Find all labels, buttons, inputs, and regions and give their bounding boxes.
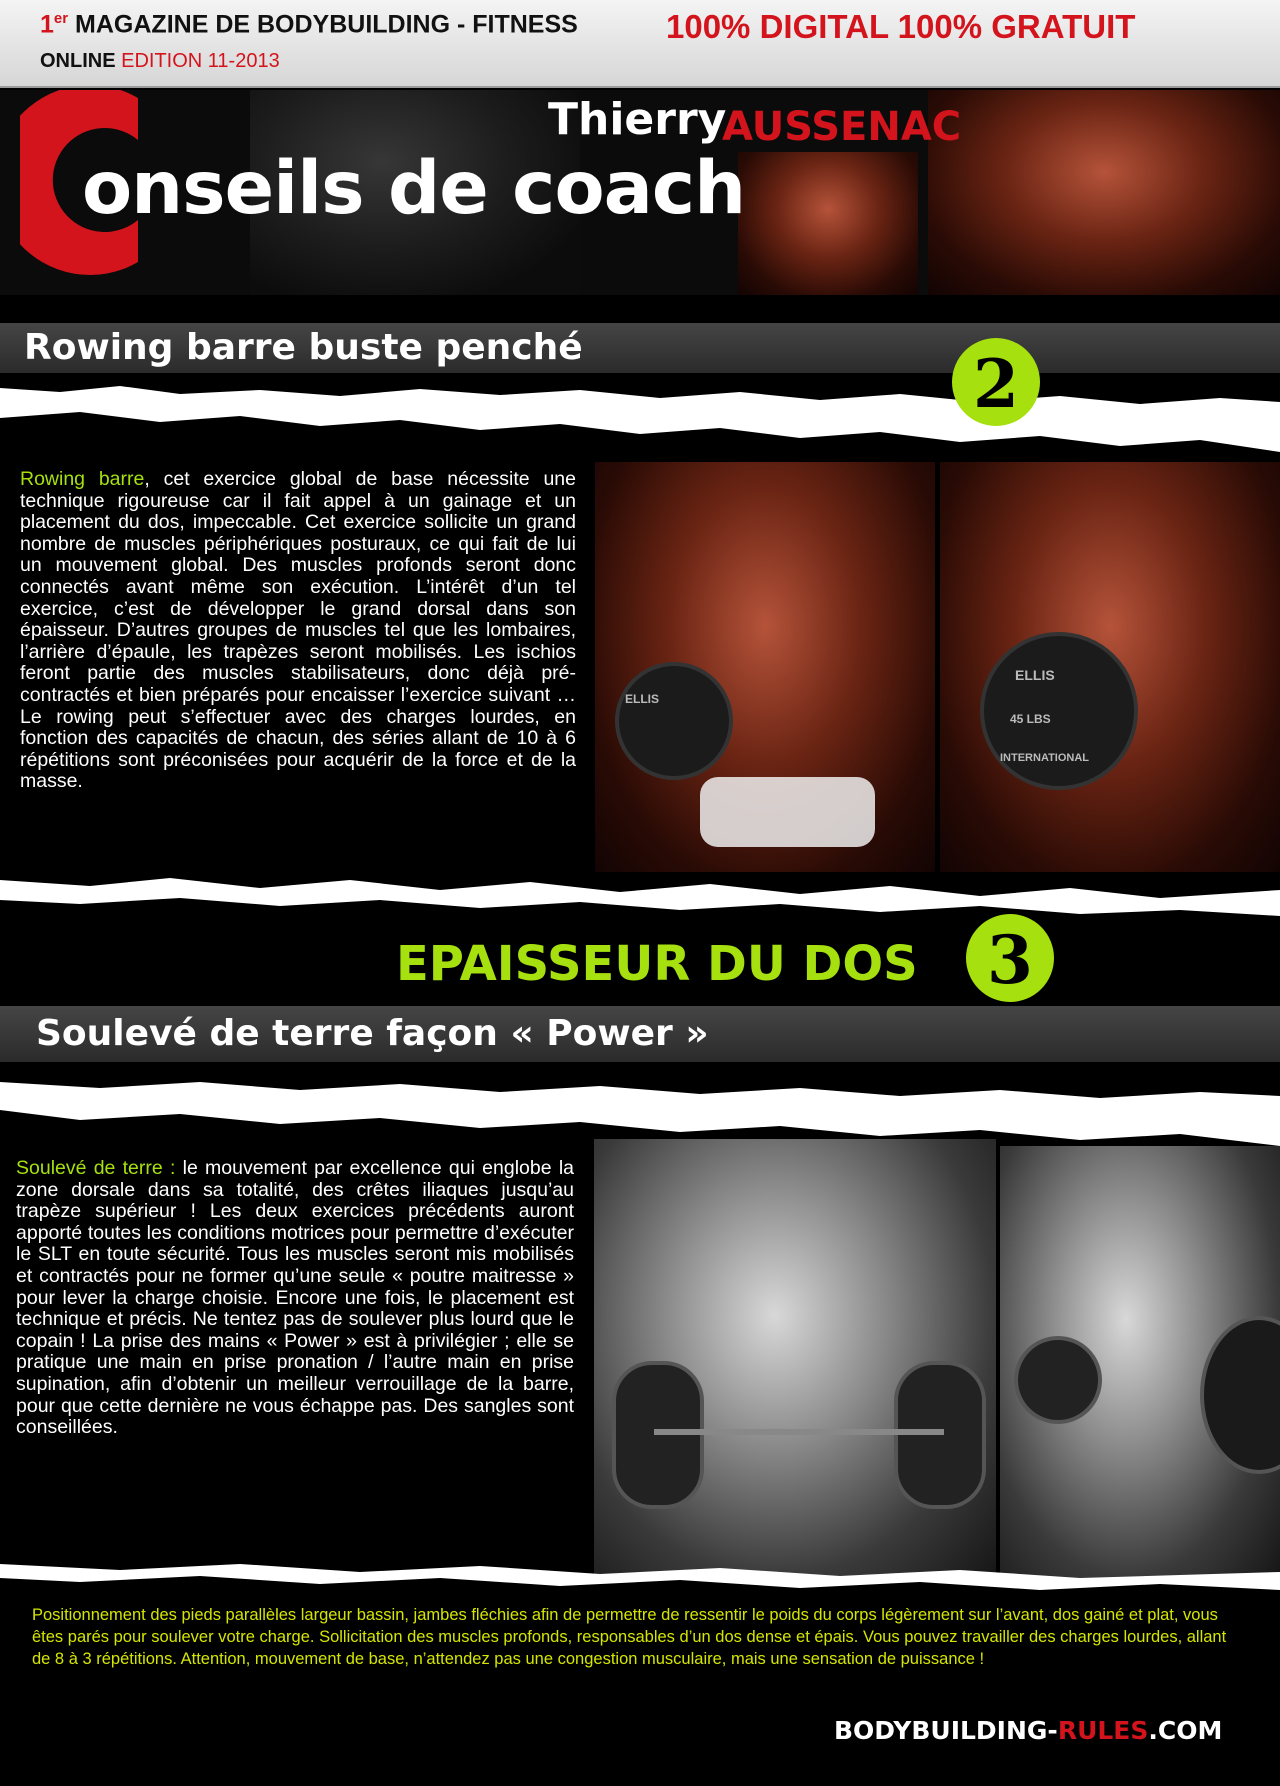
column-banner xyxy=(0,90,1280,295)
photo-rowing-bench xyxy=(595,462,935,872)
magazine-tagline: 100% DIGITAL 100% GRATUIT xyxy=(666,8,1136,45)
training-footnote: Positionnement des pieds parallèles largeur bassin, jambes fléchies afin de permettre de ressentir le poids du corps légèrement sur l’avant, dos gainé et plat, vous êtes parés pour soulever votre charge. Sollicitation des muscles profonds, responsables d’un dos dense et épais. Vous pouvez travailler des charges lourdes, allant de 8 à 3 répétitions. Attention, mouvement de base, n’attendez pas une congestion musculaire, mais une sensation de puissance ! xyxy=(32,1606,1227,1668)
weight-plate-gym xyxy=(1014,1336,1102,1424)
weight-plate-gym-large xyxy=(1200,1316,1280,1474)
author-last-name: AUSSENAC xyxy=(722,104,962,150)
author-first-name: Thierry xyxy=(548,94,727,145)
section-3-text xyxy=(16,1158,574,1439)
plate-label-45lbs: 45 LBS xyxy=(1010,712,1051,726)
magazine-header xyxy=(0,0,1280,88)
section-2-title: Rowing barre buste penché xyxy=(24,327,583,368)
torn-paper-bottom-3 xyxy=(0,1556,1280,1596)
edition-label: EDITION 11-2013 xyxy=(121,50,280,72)
section-3-body: le mouvement par excellence qui englobe la zone dorsale dans sa totalité, des crêtes iliaques jusqu’au trapèze supérieur ! Les deux exercices précédents auront apporté toutes les conditions motrices pour permettre d’exécuter le SLT en toute sécurité. Tous les muscles seront mis mobilisés et contractés pour ne former qu’une seule « poutre maitresse » pour lever la charge choisie. Encore une fois, le placement est technique et précis. Ne tentez pas de soulever plus lourd que le copain ! La prise des mains « Power » est à privilégier ; elle se pratique une main en prise pronation / l’autre main en prise supination, afin d’obtenir un meilleur verrouillage de la barre, pour que cette dernière ne vous échappe pas. Des sangles sont conseillées. xyxy=(16,1157,574,1439)
column-title: onseils de coach xyxy=(82,146,746,231)
edition-line xyxy=(40,50,280,73)
magazine-title-line xyxy=(40,10,578,39)
section-3-kicker: EPAISSEUR DU DOS xyxy=(396,936,918,992)
banner-photo-back-pose xyxy=(738,152,918,295)
plate-label-international: INTERNATIONAL xyxy=(1000,752,1090,764)
weight-plate xyxy=(615,662,733,780)
photo-rowing-closeup xyxy=(940,462,1280,872)
section-2-body: , cet exercice global de base nécessite une technique rigoureuse car il fait appel à un gainage et un placement du dos, impeccable. Cet exercice sollicite un grand nombre de muscles périphériques posturaux, ce qui fait de lui un mouvement global. Des muscles profonds seront donc connectés avant même son exécution. L’intérêt d’un tel exercice, c’est de développer le grand dorsal dans son épaisseur. D’autres groupes de muscles tel que les lombaires, l’arrière d’épaule, les trapèzes seront mobilisés. Les ischios feront partie des muscles stabilisateurs, donc déjà pré-contractés et bien préparés pour encaisser l’exercice suivant … Le rowing peut s’effectuer avec des charges lourdes, en fonction des capacités de chacun, des séries allant de 10 à 6 répétitions sont préconisées pour acquérir de la force et de la masse. xyxy=(20,468,576,793)
section-3-header xyxy=(0,1006,1280,1062)
weight-plate-left xyxy=(612,1361,704,1509)
website-url[interactable] xyxy=(834,1716,1222,1745)
sneakers xyxy=(700,777,875,847)
torn-paper-top-3 xyxy=(0,1076,1280,1146)
photo-deadlift-gym xyxy=(1000,1146,1280,1580)
banner-photo-back-closeup xyxy=(928,90,1280,295)
step-number-2: 2 xyxy=(952,338,1040,426)
weight-plate-large xyxy=(980,632,1138,790)
section-3-title: Soulevé de terre façon « Power » xyxy=(36,1013,709,1054)
site-part-3: .COM xyxy=(1148,1716,1223,1745)
section-3-lead: Soulevé de terre : xyxy=(16,1157,176,1179)
site-part-2: RULES xyxy=(1057,1716,1149,1745)
magazine-name: MAGAZINE DE BODYBUILDING - FITNESS xyxy=(75,10,578,39)
online-label: ONLINE xyxy=(40,50,116,72)
plate-label-ellis-2: ELLIS xyxy=(1015,667,1055,683)
plate-label-ellis: ELLIS xyxy=(625,692,660,706)
section-2-text xyxy=(20,469,576,793)
site-part-1: BODYBUILDING- xyxy=(834,1716,1058,1745)
barbell xyxy=(654,1429,944,1435)
rank-sup: er xyxy=(53,10,69,27)
photo-deadlift-front xyxy=(594,1139,996,1580)
torn-paper-bottom xyxy=(0,850,1280,920)
step-number-3: 3 xyxy=(966,914,1054,1002)
rank-number: 1 xyxy=(40,10,54,39)
section-2-lead: Rowing barre xyxy=(20,468,145,490)
torn-paper-top xyxy=(0,380,1280,452)
weight-plate-right xyxy=(894,1361,986,1509)
section-2-header xyxy=(0,323,1280,373)
